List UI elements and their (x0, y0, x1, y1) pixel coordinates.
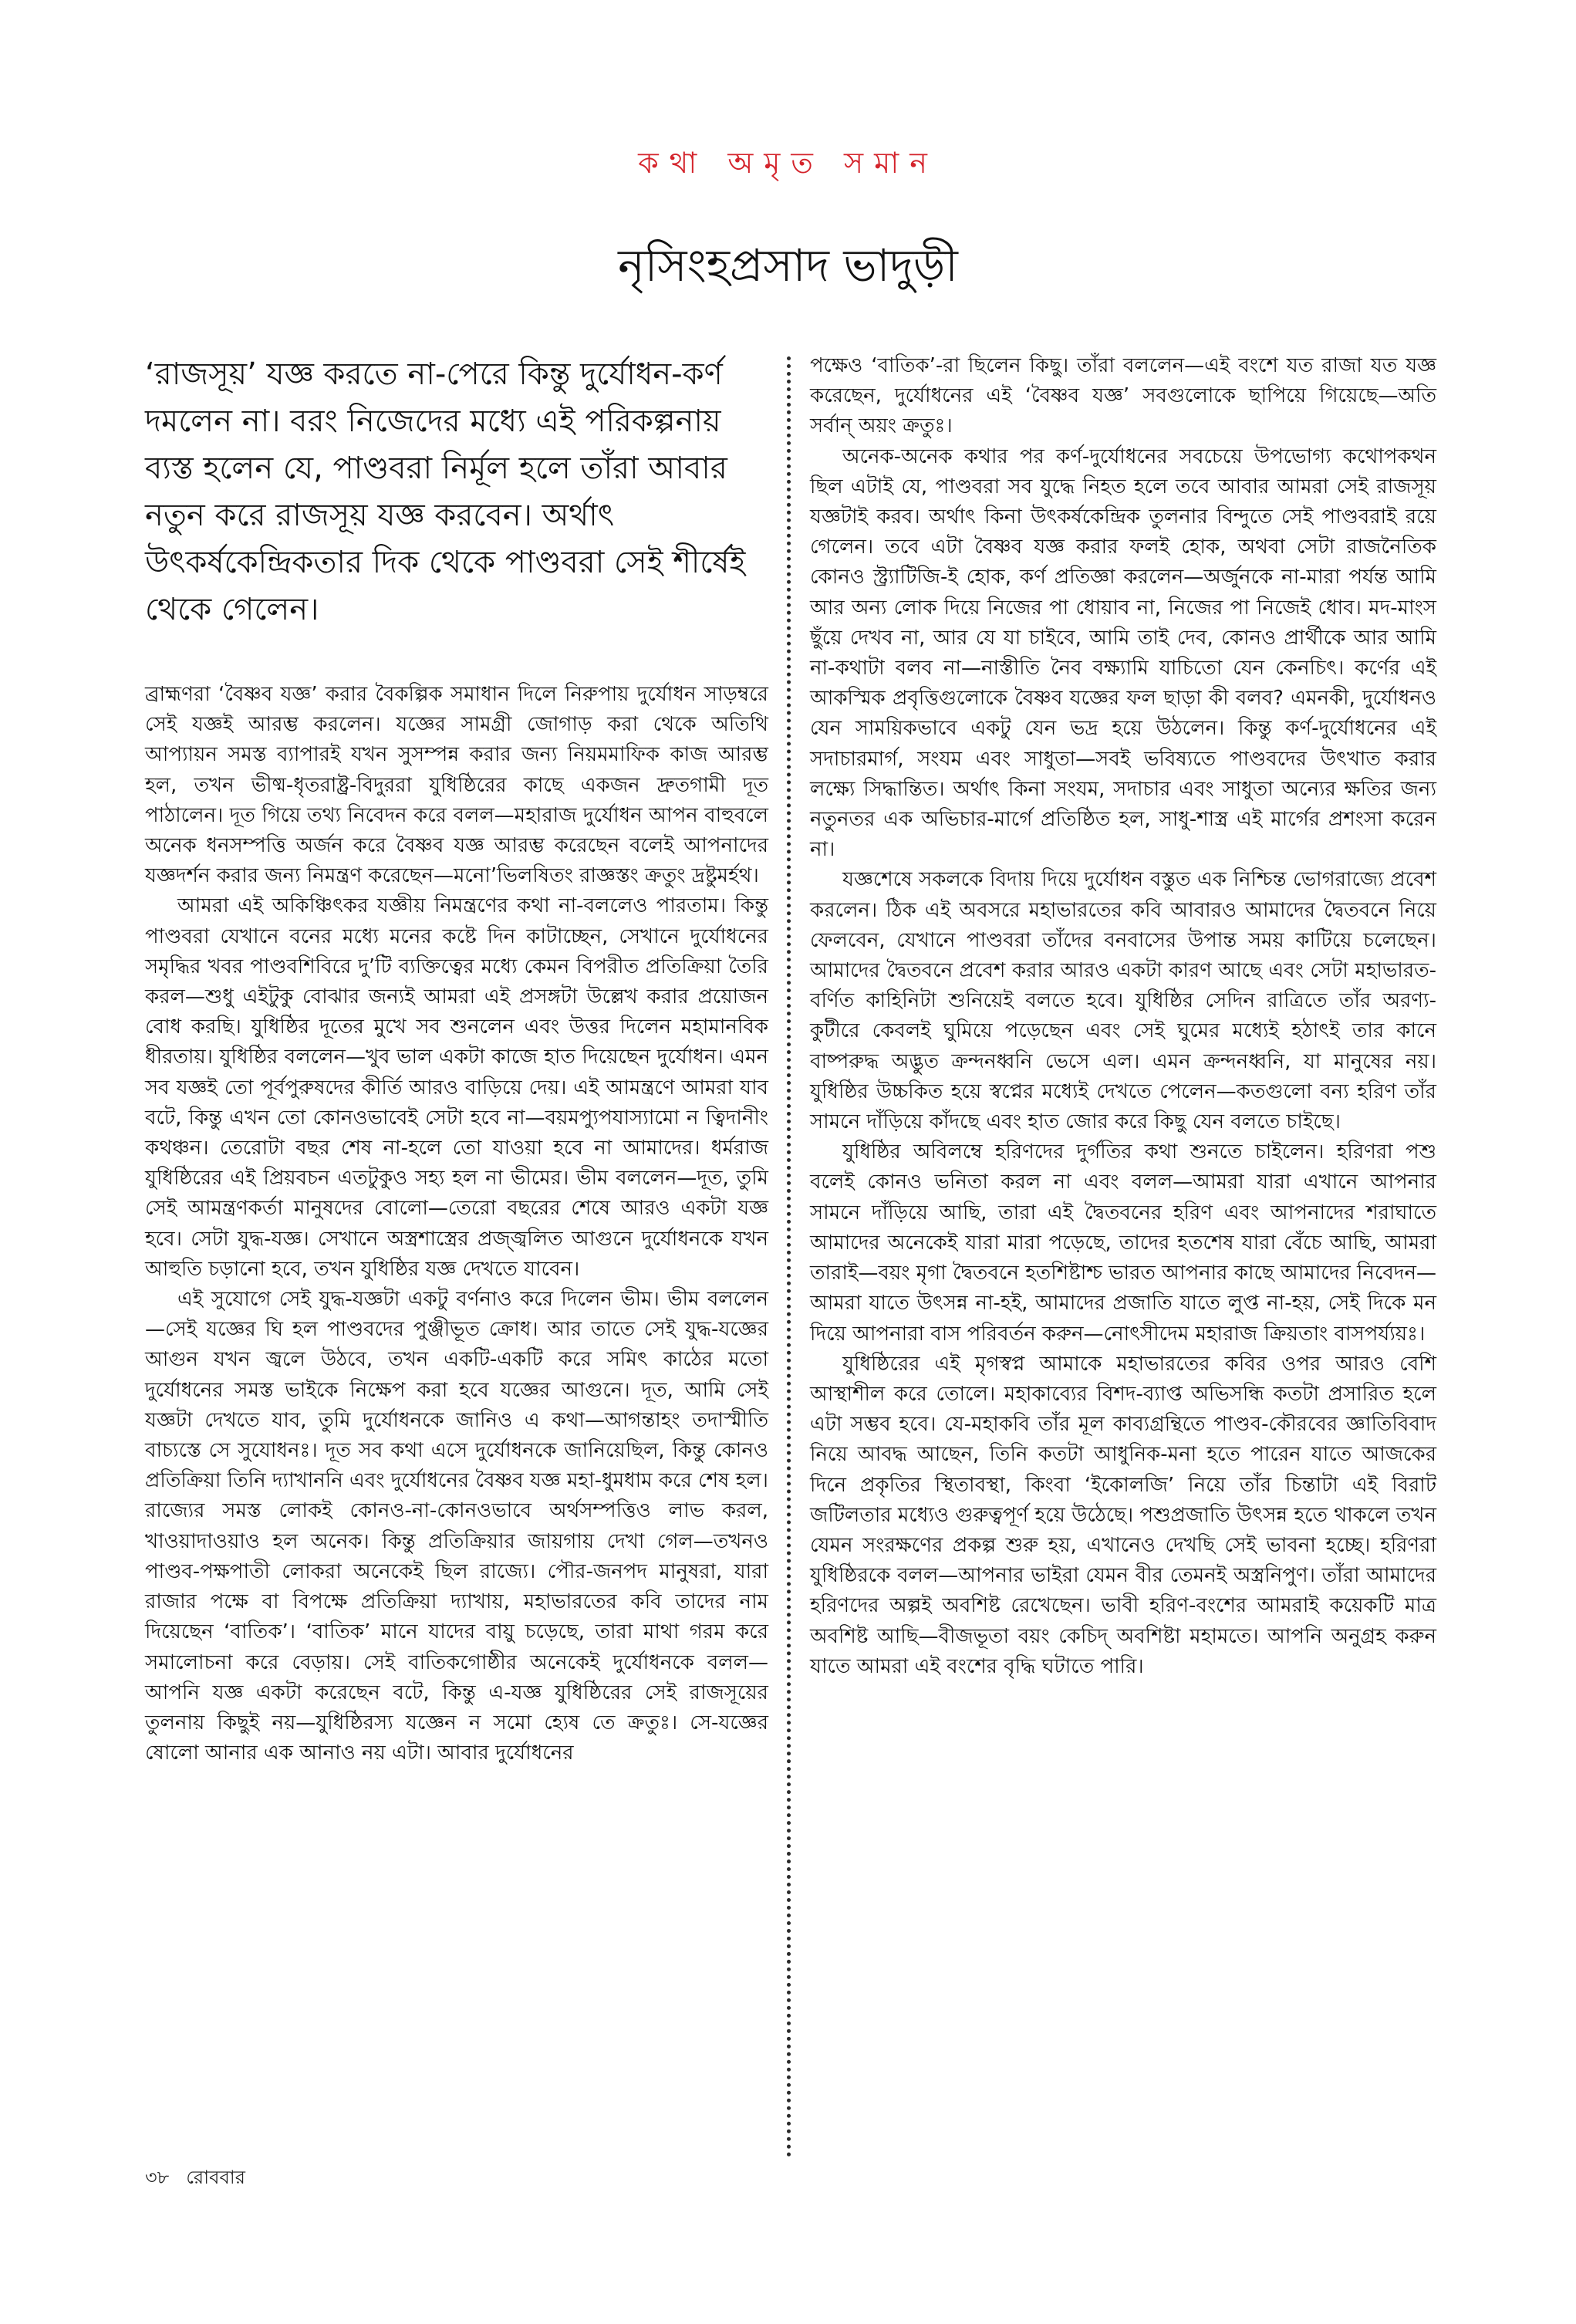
paragraph: আমরা এই অকিঞ্চিৎকর যজ্ঞীয় নিমন্ত্রণের কথা না-বললেও পারতাম। কিন্তু পাণ্ডবরা যেখানে বনের মধ্যে মনের কষ্টে দিন কাটাচ্ছেন, সেখানে দুর্যোধনের সমৃদ্ধির খবর পাণ্ডবশিবিরে দু’টি ব্যক্তিত্বের মধ্যে কেমন বিপরীত প্রতিক্রিয়া তৈরি করল—শুধু এইটুকু বোঝার জন্যই আমরা এই প্রসঙ্গটা উল্লেখ করার প্রয়োজন বোধ করছি। যুধিষ্ঠির দূতের মুখে সব শুনলেন এবং উত্তর দিলেন মহামানবিক ধীরতায়। যুধিষ্ঠির বললেন—খুব ভাল একটা কাজে হাত দিয়েছেন দুর্যোধন। এমন সব যজ্ঞই তো পূর্বপুরুষদের কীর্তি আরও বাড়িয়ে দেয়। এই আমন্ত্রণে আমরা যাব বটে, কিন্তু এখন তো কোনওভাবেই সেটা হবে না—বয়মপ্যুপযাস্যামো ন ত্বিদানীং কথঞ্চন। তেরোটা বছর শেষ না-হলে তো যাওয়া হবে না আমাদের। ধর্মরাজ যুধিষ্ঠিরের এই প্রিয়বচন এতটুকুও সহ্য হল না ভীমের। ভীম বললেন—দূত, তুমি সেই আমন্ত্রণকর্তা মানুষদের বোলো—তেরো বছরের শেষে আরও একটা যজ্ঞ হবে। সেটা যুদ্ধ-যজ্ঞ। সেখানে অস্ত্রশাস্ত্রের প্রজ্জ্বলিত আগুনে দুর্যোধনকে যখন আহুতি চড়ানো হবে, তখন যুধিষ্ঠির যজ্ঞ দেখতে যাবেন। (145, 894, 768, 1281)
paragraph: যজ্ঞশেষে সকলকে বিদায় দিয়ে দুর্যোধন বস্তুত এক নিশ্চিন্ত ভোগরাজ্যে প্রবেশ করলেন। ঠিক এই অবসরে মহাভারতের কবি আবারও আমাদের দ্বৈতবনে নিয়ে ফেলবেন, যেখানে পাণ্ডবরা তাঁদের বনবাসের উপান্ত সময় কাটিয়ে চলেছেন। আমাদের দ্বৈতবনে প্রবেশ করার আরও একটা কারণ আছে এবং সেটা মহাভারত-বর্ণিত কাহিনিটা শুনিয়েই বলতে হবে। যুধিষ্ঠির সেদিন রাত্রিতে তাঁর অরণ্য-কুটীরে কেবলই ঘুমিয়ে পড়েছেন এবং সেই ঘুমের মধ্যেই হঠাৎই তার কানে বাষ্পরুদ্ধ অদ্ভুত ক্রন্দনধ্বনি ভেসে এল। এমন ক্রন্দনধ্বনি, যা মানুষের নয়। যুধিষ্ঠির উচ্চকিত হয়ে স্বপ্নের মধ্যেই দেখতে পেলেন—কতগুলো বন্য হরিণ তাঁর সামনে দাঁড়িয়ে কাঁদছে এবং হাত জোর করে কিছু যেন বলতে চাইছে। (810, 868, 1436, 1134)
right-column (810, 351, 1436, 1682)
page-number: ৩৮ (145, 2167, 170, 2188)
publication-name: রোববার (186, 2167, 245, 2188)
section-title: কথা অমৃত সমান (638, 146, 938, 180)
pull-quote: ‘রাজসূয়’ যজ্ঞ করতে না-পেরে কিন্তু দুর্যোধন-কর্ণ দমলেন না। বরং নিজেদের মধ্যে এই পরিকল্পনায় ব্যস্ত হলেন যে, পাণ্ডবরা নির্মূল হলে তাঁরা আবার নতুন করে রাজসূয় যজ্ঞ করবেন। অর্থাৎ উৎকর্ষকেন্দ্রিকতার দিক থেকে পাণ্ডবরা সেই শীর্ষেই থেকে গেলেন। (145, 356, 746, 627)
paragraph: এই সুযোগে সেই যুদ্ধ-যজ্ঞটা একটু বর্ণনাও করে দিলেন ভীম। ভীম বললেন—সেই যজ্ঞের ঘি হল পাণ্ডবদের পুঞ্জীভূত ক্রোধ। আর তাতে সেই যুদ্ধ-যজ্ঞের আগুন যখন জ্বলে উঠবে, তখন একটি-একটি করে সমিৎ কাঠের মতো দুর্যোধনের সমস্ত ভাইকে নিক্ষেপ করা হবে যজ্ঞের আগুনে। দূত, আমি সেই যজ্ঞটা দেখতে যাব, তুমি দুর্যোধনকে জানিও এ কথা—আগন্তাহং তদাস্মীতি বাচ্যস্তে সে সুযোধনঃ। দূত সব কথা এসে দুর্যোধনকে জানিয়েছিল, কিন্তু কোনও প্রতিক্রিয়া তিনি দ্যাখাননি এবং দুর্যোধনের বৈষ্ণব যজ্ঞ মহা-ধুমধাম করে শেষ হল। রাজ্যের সমস্ত লোকই কোনও-না-কোনওভাবে অর্থসম্পত্তিও লাভ করল, খাওয়াদাওয়াও হল অনেক। কিন্তু প্রতিক্রিয়ার জায়গায় দেখা গেল—তখনও পাণ্ডব-পক্ষপাতী লোকরা অনেকেই ছিল রাজ্যে। পৌর-জনপদ মানুষরা, যারা রাজার পক্ষে বা বিপক্ষে প্রতিক্রিয়া দ্যাখায়, মহাভারতের কবি তাদের নাম দিয়েছেন ‘বাতিক’। ‘বাতিক’ মানে যাদের বায়ু চড়েছে, তারা মাথা গরম করে সমালোচনা করে বেড়ায়। সেই বাতিকগোষ্ঠীর অনেকেই দুর্যোধনকে বলল—আপনি যজ্ঞ একটা করেছেন বটে, কিন্তু এ-যজ্ঞ যুধিষ্ঠিরের সেই রাজসূয়ের তুলনায় কিছুই নয়—যুধিষ্ঠিরস্য যজ্ঞেন ন সমো হ্যেষ তে ক্রতুঃ। সে-যজ্ঞের ষোলো আনার এক আনাও নয় এটা। আবার দুর্যোধনের (145, 1288, 768, 1765)
author-byline: নৃসিংহপ্রসাদ ভাদুড়ী (618, 239, 958, 292)
column-divider (787, 356, 791, 2158)
paragraph: যুধিষ্ঠির অবিলম্বে হরিণদের দুর্গতির কথা শুনতে চাইলেন। হরিণরা পশু বলেই কোনও ভনিতা করল না এবং বলল—আমরা যারা এখানে আপনার সামনে দাঁড়িয়ে আছি, তারা এই দ্বৈতবনের হরিণ এবং আপনাদের শরাঘাতে আমাদের অনেকেই যারা মারা পড়েছে, তাদের হতশেষ যারা বেঁচে আছি, আমরা তারাই—বয়ং মৃগা দ্বৈতবনে হতশিষ্টাশ্চ ভারত আপনার কাছে আমাদের নিবেদন—আমরা যাতে উৎসন্ন না-হই, আমাদের প্রজাতি যাতে লুপ্ত না-হয়, সেই দিকে মন দিয়ে আপনারা বাস পরিবর্তন করুন—নোৎসীদেম মহারাজ ক্রিয়তাং বাসপর্য্যয়ঃ। (810, 1140, 1436, 1346)
page-footer (145, 2164, 245, 2194)
paragraph: অনেক-অনেক কথার পর কর্ণ-দুর্যোধনের সবচেয়ে উপভোগ্য কথোপকথন ছিল এটাই যে, পাণ্ডবরা সব যুদ্ধে নিহত হলে তবে আবার আমরা সেই রাজসূয় যজ্ঞটাই করব। অর্থাৎ কিনা উৎকর্ষকেন্দ্রিক তুলনার বিন্দুতে সেই পাণ্ডবরাই রয়ে গেলেন। তবে এটা বৈষ্ণব যজ্ঞ করার ফলই হোক, অথবা সেটা রাজনৈতিক কোনও স্ট্র্যাটিজি-ই হোক, কর্ণ প্রতিজ্ঞা করলেন—অর্জুনকে না-মারা পর্যন্ত আমি আর অন্য লোক দিয়ে নিজের পা ধোয়াব না, নিজের পা নিজেই ধোব। মদ-মাংস ছুঁয়ে দেখব না, আর যে যা চাইবে, আমি তাই দেব, কোনও প্রার্থীকে আর আমি না-কথাটা বলব না—নাস্তীতি নৈব বক্ষ্যামি যাচিতো যেন কেনচিৎ। কর্ণের এই আকস্মিক প্রবৃত্তিগুলোকে বৈষ্ণব যজ্ঞের ফল ছাড়া কী বলব? এমনকী, দুর্যোধনও যেন সাময়িকভাবে একটু যেন ভদ্র হয়ে উঠলেন। কিন্তু কর্ণ-দুর্যোধনের এই সদাচারমার্গ, সংযম এবং সাধুতা—সবই ভবিষ্যতে পাণ্ডবদের উৎখাত করার লক্ষ্যে সিদ্ধান্তিত। অর্থাৎ কিনা সংযম, সদাচার এবং সাধুতা অন্যের ক্ষতির জন্য নতুনতর এক অভিচার-মার্গে প্রতিষ্ঠিত হল, সাধু-শাস্ত্র এই মার্গের প্রশংসা করেন না। (810, 444, 1436, 862)
paragraph: ব্রাহ্মণরা ‘বৈষ্ণব যজ্ঞ’ করার বৈকল্পিক সমাধান দিলে নিরুপায় দুর্যোধন সাড়ম্বরে সেই যজ্ঞই আরম্ভ করলেন। যজ্ঞের সামগ্রী জোগাড় করা থেকে অতিথি আপ্যায়ন সমস্ত ব্যাপারই যখন সুসম্পন্ন করার জন্য নিয়মমাফিক কাজ আরম্ভ হল, তখন ভীষ্ম-ধৃতরাষ্ট্র-বিদুররা যুধিষ্ঠিরের কাছে একজন দ্রুতগামী দূত পাঠালেন। দূত গিয়ে তথ্য নিবেদন করে বলল—মহারাজ দুর্যোধন আপন বাহুবলে অনেক ধনসম্পত্তি অর্জন করে বৈষ্ণব যজ্ঞ আরম্ভ করেছেন বলেই আপনাদের যজ্ঞদর্শন করার জন্য নিমন্ত্রণ করেছেন—মনো’ভিলষিতং রাজ্ঞস্তং ক্রতুং দ্রষ্টুমর্হথ। (145, 683, 768, 888)
paragraph: যুধিষ্ঠিরের এই মৃগস্বপ্ন আমাকে মহাভারতের কবির ওপর আরও বেশি আস্থাশীল করে তোলে। মহাকাব্যের বিশদ-ব্যাপ্ত অভিসন্ধি কতটা প্রসারিত হলে এটা সম্ভব হবে। যে-মহাকবি তাঁর মূল কাব্যগ্রন্থিতে পাণ্ডব-কৌরবের জ্ঞাতিবিবাদ নিয়ে আবদ্ধ আছেন, তিনি কতটা আধুনিক-মনা হতে পারেন যাতে আজকের দিনে প্রকৃতির স্থিতাবস্থা, কিংবা ‘ইকোলজি’ নিয়ে তাঁর চিন্তাটা এই বিরাট জটিলতার মধ্যেও গুরুত্বপূর্ণ হয়ে উঠেছে। পশুপ্রজাতি উৎসন্ন হতে থাকলে তখন যেমন সংরক্ষণের প্রকল্প শুরু হয়, এখানেও দেখছি সেই ভাবনা হচ্ছে। হরিণরা যুধিষ্ঠিরকে বলল—আপনার ভাইরা যেমন বীর তেমনই অস্ত্রনিপুণ। তাঁরা আমাদের হরিণদের অল্পই অবশিষ্ট রেখেছেন। ভাবী হরিণ-বংশের আমরাই কয়েকটি মাত্র অবশিষ্ট আছি—বীজভূতা বয়ং কেচিদ্ অবশিষ্টা মহামতে। আপনি অনুগ্রহ করুন যাতে আমরা এই বংশের বৃদ্ধি ঘটাতে পারি। (810, 1352, 1436, 1678)
paragraph: পক্ষেও ‘বাতিক’-রা ছিলেন কিছু। তাঁরা বললেন—এই বংশে যত রাজা যত যজ্ঞ করেছেন, দুর্যোধনের এই ‘বৈষ্ণব যজ্ঞ’ সবগুলোকে ছাপিয়ে গিয়েছে—অতি সর্বান্ অয়ং ক্রতুঃ। (810, 354, 1436, 438)
left-column (145, 351, 768, 1768)
